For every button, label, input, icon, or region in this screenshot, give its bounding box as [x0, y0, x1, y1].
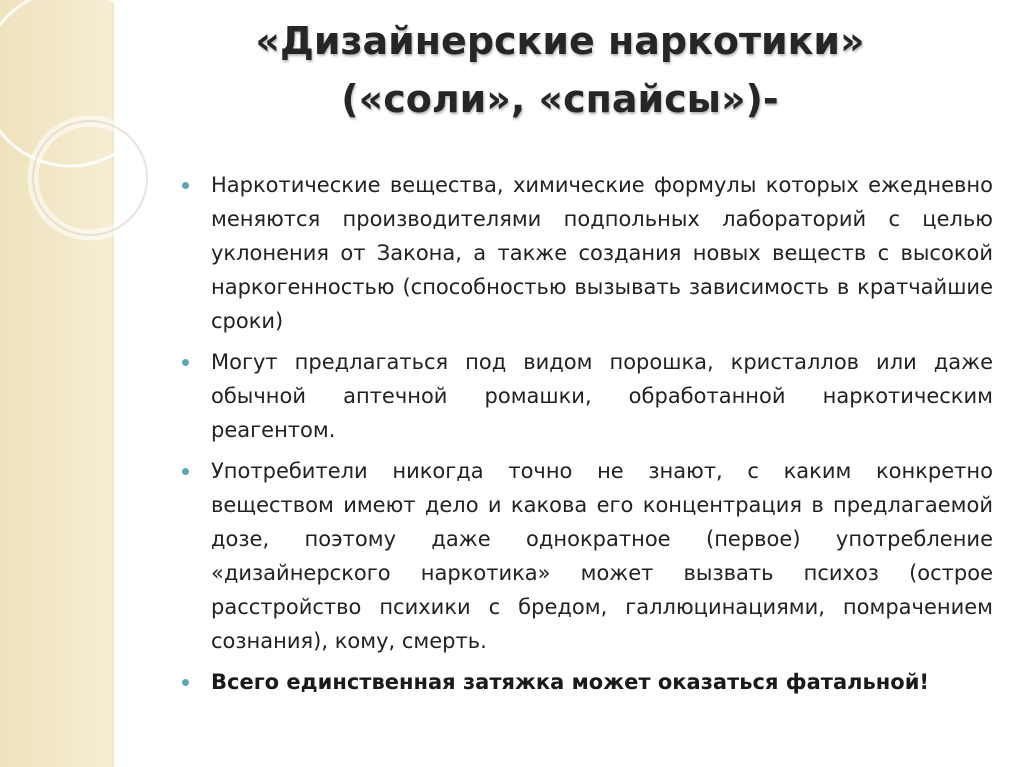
bullet-item — [180, 345, 993, 447]
bullet-item-emphasis — [180, 665, 993, 699]
bullet-list — [180, 168, 993, 706]
bullet-dot-icon — [182, 359, 189, 366]
bullet-text: Употребители никогда точно не знают, с каким конкретно веществом имеют дело и какова его концентрация в предлагаемой дозе, поэтому даже однократное (первое) употребление «дизайнерского наркотика» может вызвать психоз (острое расстройство психики с бредом, галлюцинациями, помрачением сознания), кому, смерть. — [211, 459, 993, 653]
bullet-dot-icon — [182, 468, 189, 475]
bullet-text: Могут предлагаться под видом порошка, кристаллов или даже обычной аптечной ромашки, обработанной наркотическим реагентом. — [211, 350, 993, 442]
overlapping-circles-icon — [0, 0, 140, 300]
slide-title — [150, 12, 970, 128]
bullet-item — [180, 454, 993, 658]
title-line-2: («соли», «спайсы»)- — [341, 77, 779, 121]
bullet-text: Наркотические вещества, химические формулы которых ежедневно меняются производителями подпольных лабораторий с целью уклонения от Закона, а также создания новых веществ с высокой наркогенностью (способностью вызывать зависимость в кратчайшие сроки) — [211, 173, 993, 333]
bullet-item — [180, 168, 993, 338]
bullet-dot-icon — [182, 679, 189, 686]
title-line-1: «Дизайнерские наркотики» — [255, 19, 865, 63]
bullet-text-bold: Всего единственная затяжка может оказаться фатальной! — [211, 670, 929, 694]
bullet-dot-icon — [182, 182, 189, 189]
